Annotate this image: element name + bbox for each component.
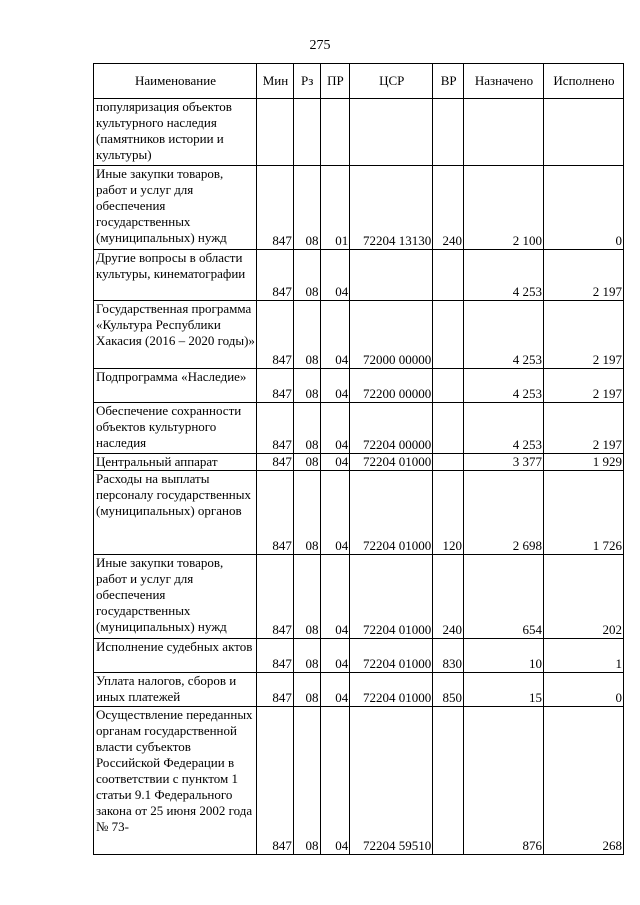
row-csr: 72204 01000 bbox=[350, 471, 433, 555]
row-naznacheno: 654 bbox=[464, 555, 544, 639]
row-naznacheno: 4 253 bbox=[464, 250, 544, 301]
row-vr bbox=[433, 454, 464, 471]
row-naznacheno: 2 100 bbox=[464, 166, 544, 250]
row-naznacheno: 10 bbox=[464, 639, 544, 673]
header-min: Мин bbox=[256, 64, 293, 99]
table-row bbox=[94, 555, 624, 639]
row-csr: 72204 13130 bbox=[350, 166, 433, 250]
row-name: Другие вопросы в области культуры, кинематографии bbox=[94, 250, 257, 301]
row-rz: 08 bbox=[293, 673, 320, 707]
row-ispolneno: 2 197 bbox=[543, 403, 623, 454]
table-row bbox=[94, 166, 624, 250]
row-vr: 850 bbox=[433, 673, 464, 707]
row-csr: 72204 01000 bbox=[350, 454, 433, 471]
row-csr: 72204 01000 bbox=[350, 639, 433, 673]
row-naznacheno: 4 253 bbox=[464, 403, 544, 454]
row-name: популяризация объектов культурного наследия (памятников истории и культуры) bbox=[94, 99, 257, 166]
row-ispolneno: 0 bbox=[543, 166, 623, 250]
row-rz: 08 bbox=[293, 403, 320, 454]
row-csr: 72204 00000 bbox=[350, 403, 433, 454]
row-min: 847 bbox=[256, 166, 293, 250]
row-name: Расходы на выплаты персоналу государственных (муниципальных) органов bbox=[94, 471, 257, 555]
row-pr bbox=[320, 99, 350, 166]
table-row bbox=[94, 369, 624, 403]
row-vr bbox=[433, 250, 464, 301]
budget-table bbox=[93, 63, 624, 855]
row-pr: 04 bbox=[320, 707, 350, 855]
row-vr: 240 bbox=[433, 166, 464, 250]
row-name: Государственная программа «Культура Республики Хакасия (2016 – 2020 годы)» bbox=[94, 301, 257, 369]
row-rz: 08 bbox=[293, 369, 320, 403]
header-vr: ВР bbox=[433, 64, 464, 99]
table-row bbox=[94, 639, 624, 673]
row-ispolneno: 2 197 bbox=[543, 301, 623, 369]
row-pr: 04 bbox=[320, 250, 350, 301]
row-naznacheno: 15 bbox=[464, 673, 544, 707]
header-rz: Рз bbox=[293, 64, 320, 99]
row-name: Иные закупки товаров, работ и услуг для обеспечения государственных (муниципальных) нужд bbox=[94, 166, 257, 250]
row-pr: 04 bbox=[320, 454, 350, 471]
row-vr bbox=[433, 301, 464, 369]
row-rz: 08 bbox=[293, 707, 320, 855]
row-rz bbox=[293, 99, 320, 166]
row-csr: 72204 01000 bbox=[350, 673, 433, 707]
table-row bbox=[94, 99, 624, 166]
row-ispolneno: 0 bbox=[543, 673, 623, 707]
table-row bbox=[94, 250, 624, 301]
table-row bbox=[94, 707, 624, 855]
row-ispolneno: 202 bbox=[543, 555, 623, 639]
row-pr: 04 bbox=[320, 673, 350, 707]
row-name: Осуществление переданных органам государственной власти субъектов Российской Федерации в соответствии с пунктом 1 статьи 9.1 Федерального закона от 25 июня 2002 года № 73- bbox=[94, 707, 257, 855]
row-rz: 08 bbox=[293, 555, 320, 639]
row-ispolneno: 268 bbox=[543, 707, 623, 855]
row-naznacheno bbox=[464, 99, 544, 166]
row-min: 847 bbox=[256, 369, 293, 403]
table-row bbox=[94, 471, 624, 555]
row-vr: 240 bbox=[433, 555, 464, 639]
table-row bbox=[94, 301, 624, 369]
row-pr: 04 bbox=[320, 403, 350, 454]
row-vr: 830 bbox=[433, 639, 464, 673]
row-pr: 04 bbox=[320, 471, 350, 555]
row-min: 847 bbox=[256, 301, 293, 369]
row-csr: 72200 00000 bbox=[350, 369, 433, 403]
header-name: Наименование bbox=[94, 64, 257, 99]
row-vr bbox=[433, 369, 464, 403]
row-min: 847 bbox=[256, 454, 293, 471]
row-min: 847 bbox=[256, 471, 293, 555]
row-vr bbox=[433, 99, 464, 166]
page-number: 275 bbox=[309, 38, 331, 53]
table-row bbox=[94, 673, 624, 707]
row-rz: 08 bbox=[293, 454, 320, 471]
row-min: 847 bbox=[256, 555, 293, 639]
row-csr bbox=[350, 250, 433, 301]
row-vr bbox=[433, 707, 464, 855]
row-pr: 04 bbox=[320, 369, 350, 403]
row-naznacheno: 4 253 bbox=[464, 369, 544, 403]
row-csr: 72204 59510 bbox=[350, 707, 433, 855]
row-ispolneno bbox=[543, 99, 623, 166]
row-rz: 08 bbox=[293, 166, 320, 250]
row-vr bbox=[433, 403, 464, 454]
row-name: Подпрограмма «Наследие» bbox=[94, 369, 257, 403]
row-naznacheno: 3 377 bbox=[464, 454, 544, 471]
row-ispolneno: 1 929 bbox=[543, 454, 623, 471]
row-min: 847 bbox=[256, 707, 293, 855]
row-pr: 04 bbox=[320, 555, 350, 639]
row-min: 847 bbox=[256, 639, 293, 673]
header-naznacheno: Назначено bbox=[464, 64, 544, 99]
row-name: Обеспечение сохранности объектов культурного наследия bbox=[94, 403, 257, 454]
row-rz: 08 bbox=[293, 639, 320, 673]
row-name: Иные закупки товаров, работ и услуг для обеспечения государственных (муниципальных) нужд bbox=[94, 555, 257, 639]
table-row bbox=[94, 403, 624, 454]
row-min: 847 bbox=[256, 673, 293, 707]
row-min bbox=[256, 99, 293, 166]
row-pr: 04 bbox=[320, 639, 350, 673]
row-naznacheno: 876 bbox=[464, 707, 544, 855]
row-ispolneno: 1 bbox=[543, 639, 623, 673]
row-csr: 72000 00000 bbox=[350, 301, 433, 369]
header-csr: ЦСР bbox=[350, 64, 433, 99]
row-name: Уплата налогов, сборов и иных платежей bbox=[94, 673, 257, 707]
row-pr: 04 bbox=[320, 301, 350, 369]
row-csr bbox=[350, 99, 433, 166]
row-rz: 08 bbox=[293, 471, 320, 555]
row-naznacheno: 4 253 bbox=[464, 301, 544, 369]
row-naznacheno: 2 698 bbox=[464, 471, 544, 555]
table-row bbox=[94, 454, 624, 471]
row-min: 847 bbox=[256, 403, 293, 454]
row-ispolneno: 2 197 bbox=[543, 250, 623, 301]
table-header-row bbox=[94, 64, 624, 99]
header-ispolneno: Исполнено bbox=[543, 64, 623, 99]
header-pr: ПР bbox=[320, 64, 350, 99]
row-rz: 08 bbox=[293, 301, 320, 369]
row-rz: 08 bbox=[293, 250, 320, 301]
row-min: 847 bbox=[256, 250, 293, 301]
row-name: Исполнение судебных актов bbox=[94, 639, 257, 673]
row-csr: 72204 01000 bbox=[350, 555, 433, 639]
row-ispolneno: 1 726 bbox=[543, 471, 623, 555]
row-pr: 01 bbox=[320, 166, 350, 250]
row-ispolneno: 2 197 bbox=[543, 369, 623, 403]
row-vr: 120 bbox=[433, 471, 464, 555]
row-name: Центральный аппарат bbox=[94, 454, 257, 471]
